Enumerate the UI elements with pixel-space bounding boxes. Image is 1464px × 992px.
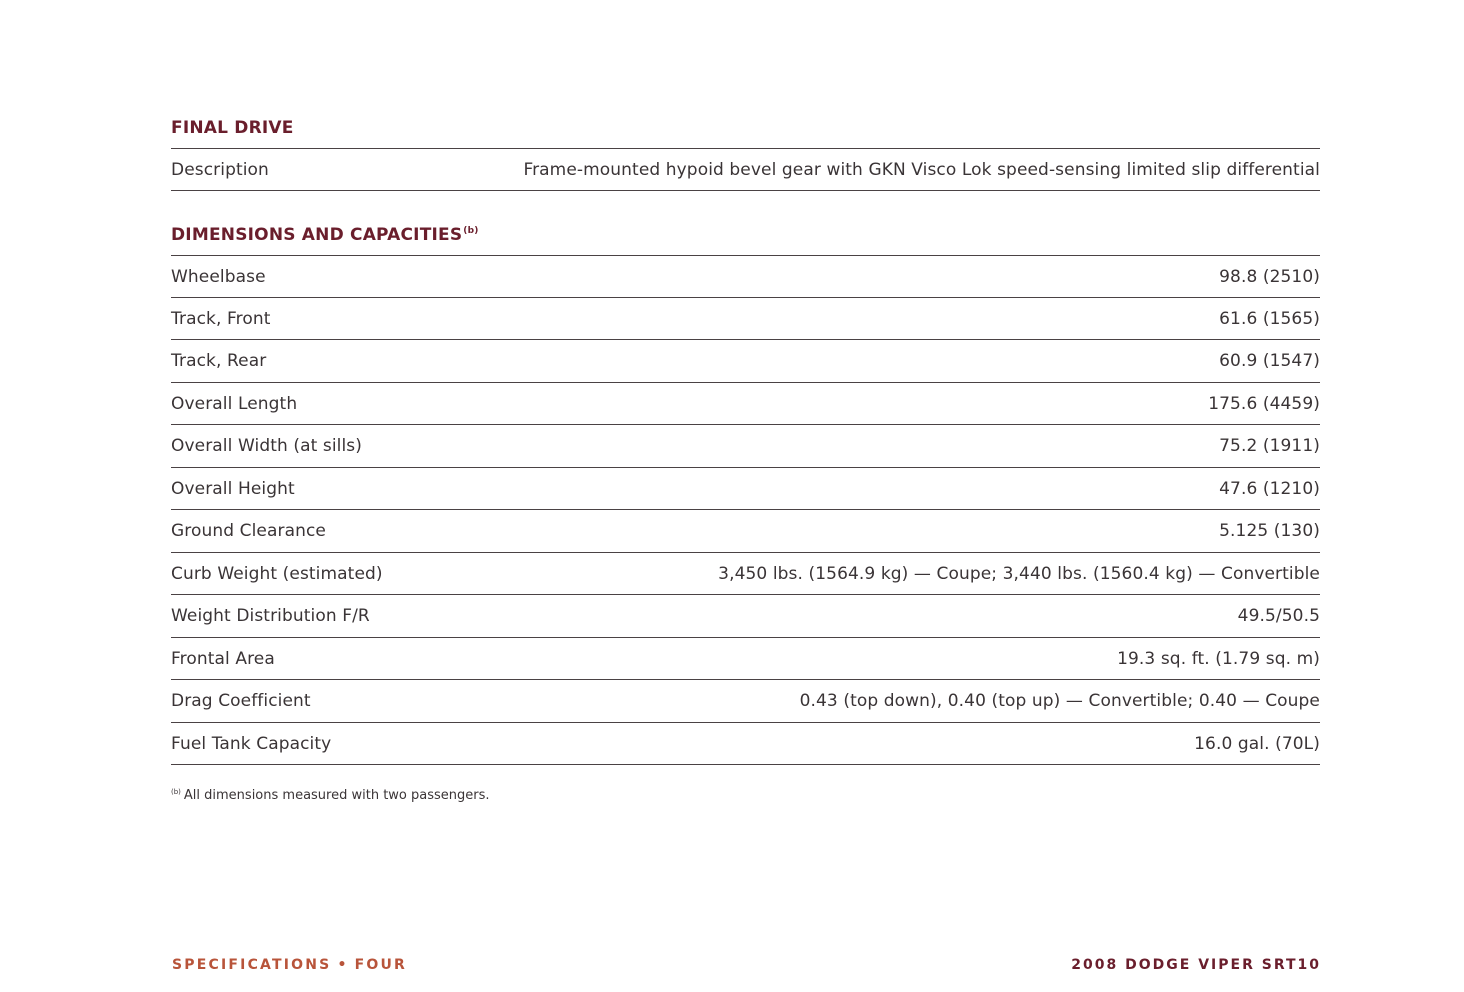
spec-label: Drag Coefficient	[171, 691, 311, 711]
spec-value: Frame-mounted hypoid bevel gear with GKN Visco Lok speed-sensing limited slip differential	[523, 160, 1320, 180]
spec-label: Ground Clearance	[171, 521, 326, 541]
footnote-text: All dimensions measured with two passengers.	[183, 788, 490, 803]
footnote-marker: (b)	[171, 788, 181, 796]
dimensions-heading	[171, 225, 479, 245]
spec-label: Wheelbase	[171, 267, 266, 287]
spec-row-wheelbase	[171, 256, 1320, 298]
footnote	[171, 788, 490, 803]
spec-row-fuel-tank	[171, 723, 1320, 765]
footer-page-number: FOUR	[354, 957, 408, 973]
spec-value: 60.9 (1547)	[1219, 351, 1320, 371]
spec-value: 5.125 (130)	[1219, 521, 1320, 541]
divider	[171, 764, 1320, 765]
spec-value: 49.5/50.5	[1237, 606, 1320, 626]
spec-row-curb-weight	[171, 553, 1320, 595]
spec-value: 75.2 (1911)	[1219, 436, 1320, 456]
dimensions-title: DIMENSIONS AND CAPACITIES	[171, 225, 463, 245]
spec-row-ground-clearance	[171, 510, 1320, 552]
spec-value: 175.6 (4459)	[1208, 394, 1320, 414]
final-drive-heading	[171, 118, 294, 138]
spec-value: 47.6 (1210)	[1219, 479, 1320, 499]
spec-label: Description	[171, 160, 269, 180]
spec-label: Overall Height	[171, 479, 295, 499]
spec-row-track-front	[171, 298, 1320, 340]
spec-label: Overall Width (at sills)	[171, 436, 362, 456]
spec-label: Curb Weight (estimated)	[171, 564, 383, 584]
spec-row-overall-height	[171, 468, 1320, 510]
spec-label: Track, Front	[171, 309, 271, 329]
spec-value: 61.6 (1565)	[1219, 309, 1320, 329]
divider	[171, 190, 1320, 191]
spec-value: 3,450 lbs. (1564.9 kg) — Coupe; 3,440 lbs. (1560.4 kg) — Convertible	[718, 564, 1320, 584]
spec-label: Frontal Area	[171, 649, 275, 669]
final-drive-title: FINAL DRIVE	[171, 118, 294, 138]
footer-section-name: SPECIFICATIONS	[172, 957, 332, 973]
footer-section-label	[172, 957, 407, 973]
spec-label: Fuel Tank Capacity	[171, 734, 332, 754]
spec-row-track-rear	[171, 340, 1320, 382]
spec-row-overall-length	[171, 383, 1320, 425]
spec-row-description	[171, 149, 1320, 191]
spec-value: 16.0 gal. (70L)	[1194, 734, 1320, 754]
footer-model-name: 2008 DODGE VIPER SRT10	[1071, 957, 1321, 973]
spec-row-overall-width	[171, 425, 1320, 467]
spec-value: 98.8 (2510)	[1219, 267, 1320, 287]
spec-value: 19.3 sq. ft. (1.79 sq. m)	[1117, 649, 1320, 669]
spec-row-frontal-area	[171, 638, 1320, 680]
footer-separator: •	[337, 957, 349, 973]
spec-label: Track, Rear	[171, 351, 267, 371]
footnote-marker: (b)	[463, 226, 479, 236]
spec-label: Weight Distribution F/R	[171, 606, 370, 626]
spec-row-weight-distribution	[171, 595, 1320, 637]
spec-label: Overall Length	[171, 394, 298, 414]
spec-row-drag-coefficient	[171, 680, 1320, 722]
spec-value: 0.43 (top down), 0.40 (top up) — Convertible; 0.40 — Coupe	[799, 691, 1320, 711]
